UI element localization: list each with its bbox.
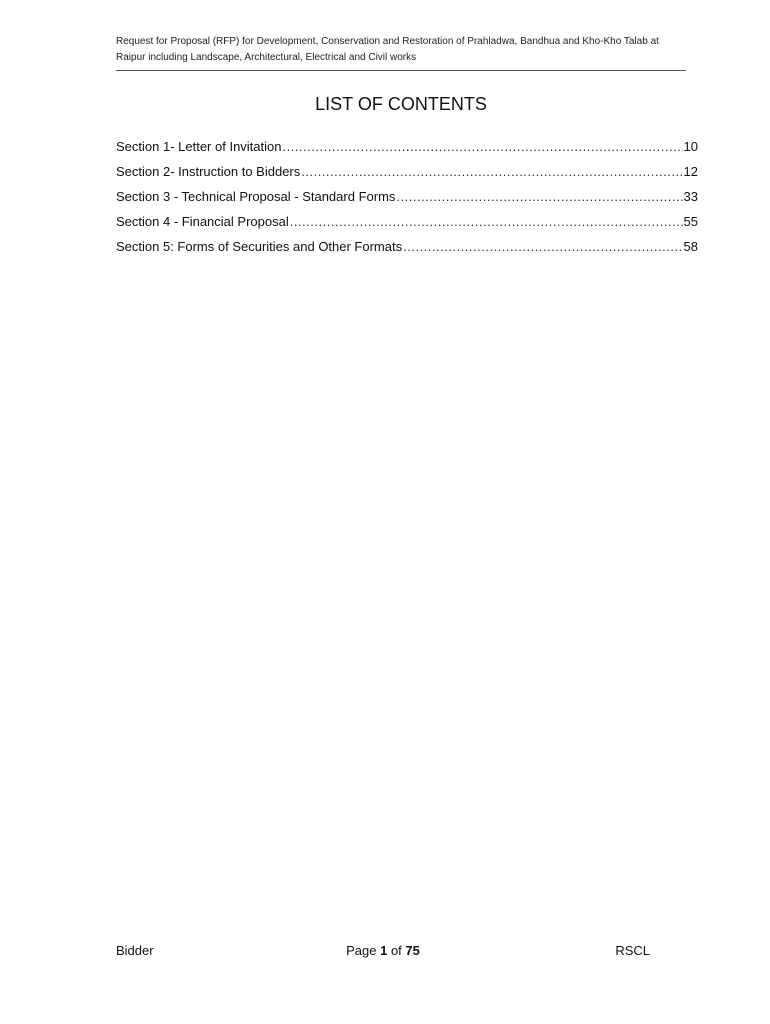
page-current: 1 — [380, 943, 388, 958]
footer-bidder-label: Bidder — [116, 943, 154, 958]
toc-entry-section-4[interactable] — [116, 212, 698, 237]
toc-list — [116, 137, 698, 262]
toc-entry-page: 58 — [683, 239, 698, 254]
page-of: of — [387, 943, 406, 958]
header-line-1: Request for Proposal (RFP) for Development, Conservation and Restoration of Prahladwa, Bandhua and Kho-Kho Talab at — [116, 36, 659, 47]
toc-entry-label: Section 1- Letter of Invitation — [116, 139, 282, 154]
footer-organization: RSCL — [615, 943, 650, 958]
toc-dot-leader — [290, 212, 683, 232]
toc-entry-label: Section 5: Forms of Securities and Other Formats — [116, 239, 403, 254]
toc-dot-leader — [301, 162, 682, 182]
page-prefix: Page — [346, 943, 381, 958]
toc-entry-label: Section 4 - Financial Proposal — [116, 214, 289, 229]
toc-entry-section-2[interactable] — [116, 162, 698, 187]
page-footer — [116, 942, 650, 960]
toc-dot-leader — [396, 187, 682, 207]
toc-dot-leader — [403, 237, 682, 257]
toc-entry-page: 12 — [683, 164, 698, 179]
header-divider — [116, 70, 686, 71]
toc-entry-page: 10 — [683, 139, 698, 154]
toc-entry-section-5[interactable] — [116, 237, 698, 262]
toc-dot-leader — [282, 137, 682, 157]
toc-entry-section-3[interactable] — [116, 187, 698, 212]
toc-entry-label: Section 2- Instruction to Bidders — [116, 164, 301, 179]
page-total: 75 — [405, 943, 420, 958]
toc-entry-section-1[interactable] — [116, 137, 698, 162]
toc-entry-page: 55 — [683, 214, 698, 229]
footer-page-number — [116, 942, 650, 960]
toc-entry-label: Section 3 - Technical Proposal - Standard Forms — [116, 189, 396, 204]
toc-title: LIST OF CONTENTS — [315, 94, 487, 114]
toc-entry-page: 33 — [683, 189, 698, 204]
page-header — [116, 34, 686, 66]
header-line-2: Raipur including Landscape, Architectural, Electrical and Civil works — [116, 52, 417, 63]
